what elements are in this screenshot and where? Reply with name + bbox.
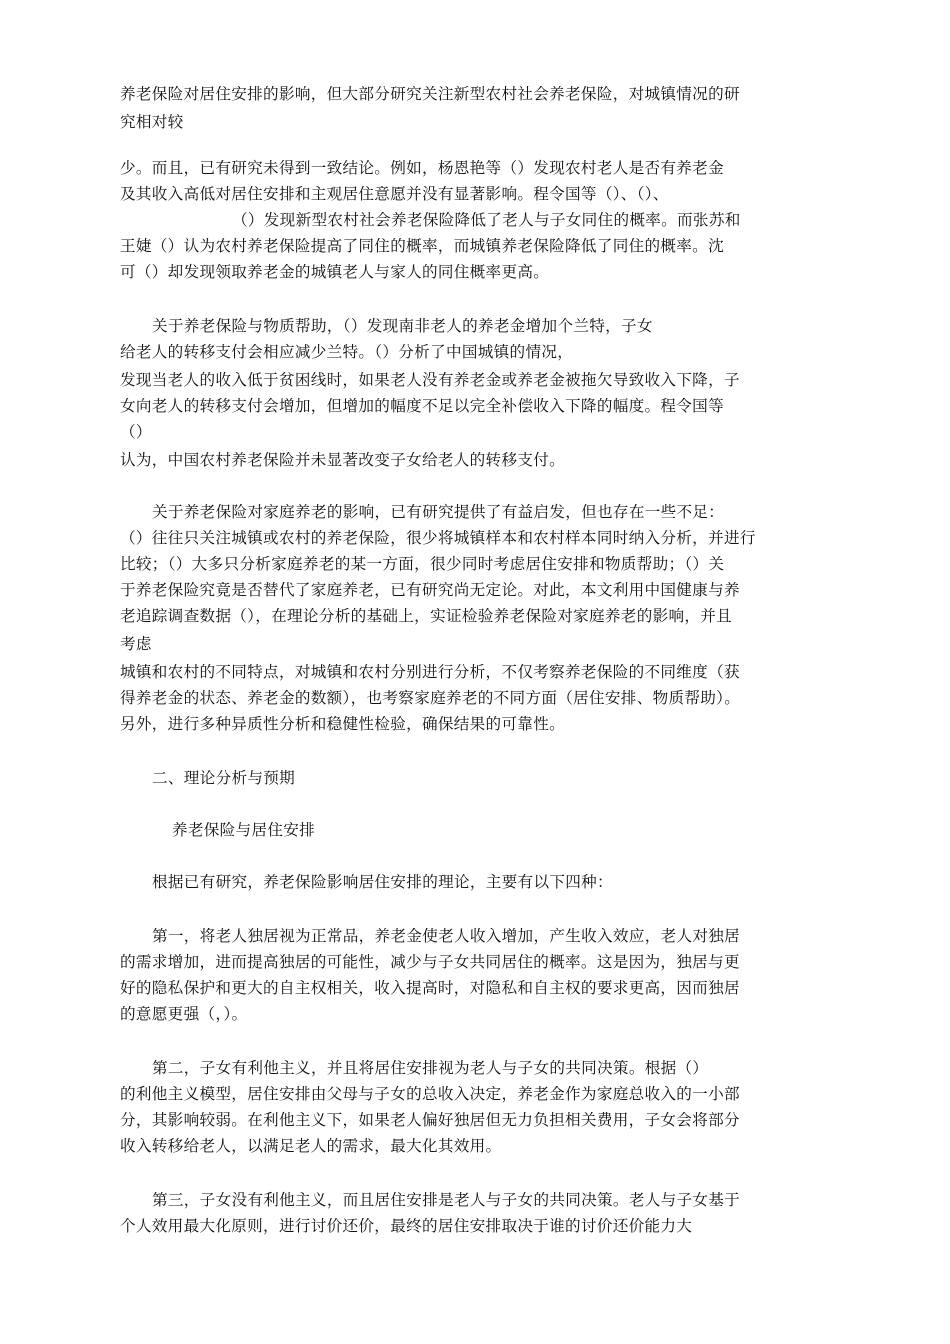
text-line: 城镇和农村的不同特点，对城镇和农村分别进行分析，不仅考察养老保险的不同维度（获 [120, 663, 740, 681]
text-line: 收入转移给老人，以满足老人的需求，最大化其效用。 [120, 1137, 502, 1155]
text-line: 可（）却发现领取养老金的城镇老人与家人的同住概率更高。 [120, 263, 550, 281]
text-line: 关于养老保险与物质帮助，（）发现南非老人的养老金增加个兰特，子女 [152, 317, 653, 335]
text-line: 及其收入高低对居住安排和主观居住意愿并没有显著影响。程令国等（）、（）、 [120, 185, 669, 203]
text-line: 于养老保险究竟是否替代了家庭养老，已有研究尚无定论。对此，本文利用中国健康与养 [120, 581, 740, 599]
text-line: （）往往只关注城镇或农村的养老保险，很少将城镇样本和农村样本同时纳入分析，并进行 [120, 529, 756, 547]
text-line: 根据已有研究，养老保险影响居住安排的理论，主要有以下四种： [152, 873, 613, 891]
text-line: 得养老金的状态、养老金的数额），也考察家庭养老的不同方面（居住安排、物质帮助）。 [120, 689, 741, 707]
text-line: 分，其影响较弱。在利他主义下，如果老人偏好独居但无力负担相关费用，子女会将部分 [120, 1111, 740, 1129]
text-line: 的利他主义模型，居住安排由父母与子女的总收入决定，养老金作为家庭总收入的一小部 [120, 1085, 740, 1103]
text-line: 第二，子女有利他主义，并且将居住安排视为老人与子女的共同决策。根据（） [152, 1059, 709, 1077]
section-heading: 二、理论分析与预期 [152, 769, 296, 787]
text-line: 的意愿更强（，）。 [120, 1005, 248, 1023]
text-line: （） [120, 423, 152, 441]
text-line: 养老保险对居住安排的影响，但大部分研究关注新型农村社会养老保险，对城镇情况的研 [120, 85, 740, 103]
text-line: 女向老人的转移支付会增加，但增加的幅度不足以完全补偿收入下降的幅度。程令国等 [120, 397, 724, 415]
text-line: 的需求增加，进而提高独居的可能性，减少与子女共同居住的概率。这是因为，独居与更 [120, 953, 740, 971]
text-line: 王婕（）认为农村养老保险提高了同住的概率，而城镇养老保险降低了同住的概率。沈 [120, 237, 724, 255]
text-line: （）发现新型农村社会养老保险降低了老人与子女同住的概率。而张苏和 [232, 211, 741, 229]
text-line: 老追踪调查数据（），在理论分析的基础上，实证检验养老保险对家庭养老的影响，并且 [120, 607, 733, 625]
text-line: 认为，中国农村养老保险并未显著改变子女给老人的转移支付。 [120, 451, 566, 469]
text-line: 给老人的转移支付会相应减少兰特。（）分析了中国城镇的情况， [120, 343, 574, 361]
text-line: 究相对较 [120, 113, 184, 131]
text-line: 比较；（）大多只分析家庭养老的某一方面，很少同时考虑居住安排和物质帮助；（）关 [120, 555, 725, 573]
text-line: 少。而且，已有研究未得到一致结论。例如，杨恩艳等（）发现农村老人是否有养老金 [120, 159, 724, 177]
text-line: 好的隐私保护和更大的自主权相关，收入提高时，对隐私和自主权的要求更高，因而独居 [120, 979, 740, 997]
text-line: 考虑 [120, 635, 152, 653]
text-line: 第一，将老人独居视为正常品，养老金使老人收入增加，产生收入效应，老人对独居 [152, 927, 741, 945]
text-line: 发现当老人的收入低于贫困线时，如果老人没有养老金或养老金被拖欠导致收入下降，子 [120, 371, 740, 389]
subsection-heading: 养老保险与居住安排 [172, 821, 316, 839]
text-line: 另外，进行多种异质性分析和稳健性检验，确保结果的可靠性。 [120, 715, 566, 733]
text-line: 关于养老保险对家庭养老的影响，已有研究提供了有益启发，但也存在一些不足： [152, 503, 725, 521]
text-line: 个人效用最大化原则，进行讨价还价，最终的居住安排取决于谁的讨价还价能力大 [120, 1217, 693, 1235]
text-line: 第三，子女没有利他主义，而且居住安排是老人与子女的共同决策。老人与子女基于 [152, 1191, 741, 1209]
